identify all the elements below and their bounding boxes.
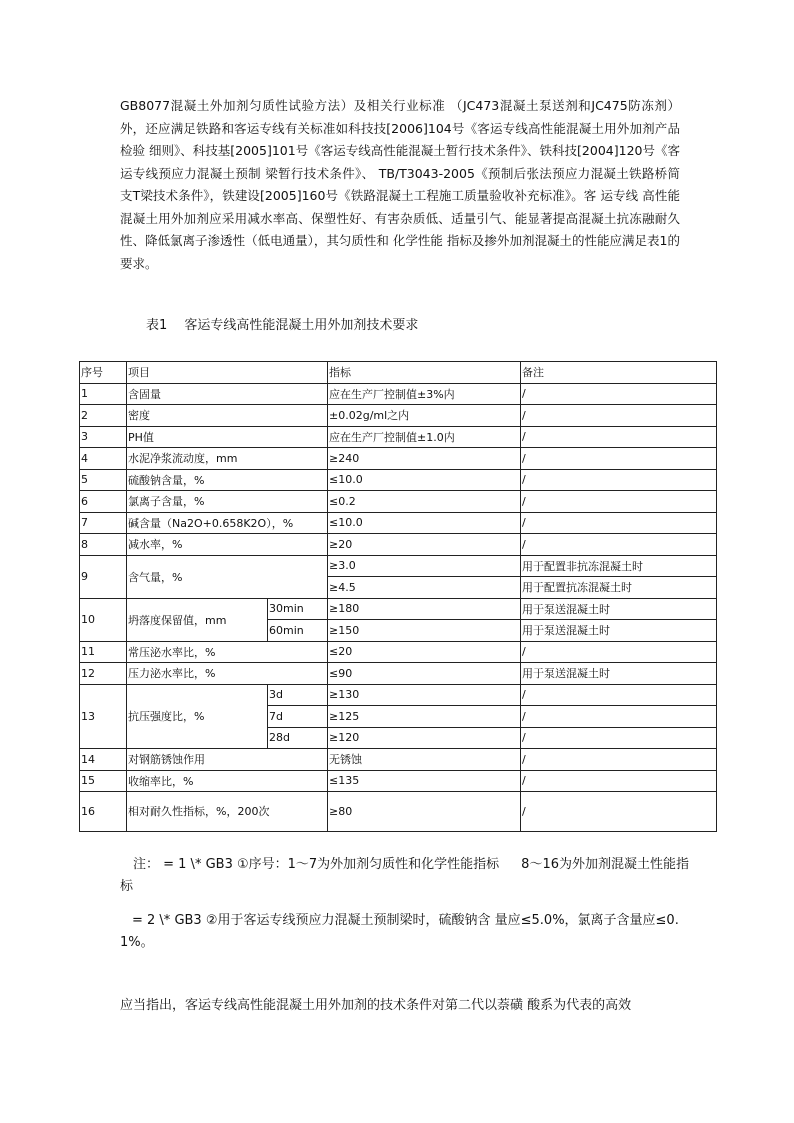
table-note-2: = 2 \* GB3 ②用于客运专线预应力混凝土预制梁时，硫酸钠含 量应≤5.0%，氯离子含量应≤0.1%。 (120, 913, 679, 950)
row-spec: ≤20 (328, 641, 521, 663)
row-item: 硫酸钠含量，% (127, 469, 328, 491)
row-spec: ≤0.2 (328, 491, 521, 513)
row-no: 7 (80, 512, 127, 534)
table-row (80, 792, 717, 832)
table-row (80, 405, 717, 427)
row-item: 含固量 (127, 383, 328, 405)
table-row (80, 383, 717, 405)
row-item: 坍落度保留值，mm (127, 598, 268, 641)
row-no: 8 (80, 534, 127, 556)
header-spec: 指标 (328, 362, 521, 384)
table-row (80, 469, 717, 491)
row-no: 2 (80, 405, 127, 427)
row-item: 减水率，% (127, 534, 328, 556)
row-note: / (521, 534, 717, 556)
row-no: 3 (80, 426, 127, 448)
table-note-1-part-a: 注： = 1 \* GB3 ①序号：1～7为外加剂匀质性和化学性能指标 (133, 857, 500, 872)
row-no: 5 (80, 469, 127, 491)
row-item: 对钢筋锈蚀作用 (127, 749, 328, 771)
table-row (80, 749, 717, 771)
row-item: 含气量，% (127, 555, 328, 598)
table-row (80, 448, 717, 470)
row-item: 水泥净浆流动度，mm (127, 448, 328, 470)
row-item: 氯离子含量，% (127, 491, 328, 513)
row-note: / (521, 641, 717, 663)
row-note: / (521, 706, 717, 728)
row-note: / (521, 426, 717, 448)
row-sub: 7d (268, 706, 328, 728)
row-note: / (521, 792, 717, 832)
table-header-row (80, 362, 717, 384)
row-note: 用于泵送混凝土时 (521, 598, 717, 620)
row-spec: ≥150 (328, 620, 521, 642)
row-spec: ≥80 (328, 792, 521, 832)
row-sub: 28d (268, 727, 328, 749)
table-row (80, 641, 717, 663)
row-note: / (521, 512, 717, 534)
header-note: 备注 (521, 362, 717, 384)
table-row (80, 534, 717, 556)
row-spec: ≤10.0 (328, 469, 521, 491)
row-spec: ≥20 (328, 534, 521, 556)
row-item: 抗压强度比，% (127, 684, 268, 749)
table-row (80, 598, 717, 620)
row-item: 碱含量（Na2O+0.658K2O），% (127, 512, 328, 534)
closing-paragraph: 应当指出，客运专线高性能混凝土用外加剂的技术条件对第二代以萘磺 酸系为代表的高效 (120, 998, 632, 1013)
row-spec: ±0.02g/ml之内 (328, 405, 521, 427)
row-no: 11 (80, 641, 127, 663)
table-title: 表1 客运专线高性能混凝土用外加剂技术要求 (146, 318, 419, 333)
row-item: 常压泌水率比，% (127, 641, 328, 663)
row-note: 用于配置抗冻混凝土时 (521, 577, 717, 599)
row-no: 16 (80, 792, 127, 832)
row-no: 15 (80, 770, 127, 792)
table-row (80, 684, 717, 706)
row-spec: ≤10.0 (328, 512, 521, 534)
row-no: 4 (80, 448, 127, 470)
row-spec: ≥3.0 (328, 555, 521, 577)
table-row (80, 663, 717, 685)
row-spec: ≤90 (328, 663, 521, 685)
row-sub: 3d (268, 684, 328, 706)
row-no: 6 (80, 491, 127, 513)
row-no: 13 (80, 684, 127, 749)
row-spec: 应在生产厂控制值±3%内 (328, 383, 521, 405)
spec-table (79, 361, 717, 832)
row-no: 12 (80, 663, 127, 685)
row-spec: ≥125 (328, 706, 521, 728)
row-item: 密度 (127, 405, 328, 427)
row-spec: ≥4.5 (328, 577, 521, 599)
row-note: / (521, 448, 717, 470)
table-row (80, 512, 717, 534)
row-spec: 无锈蚀 (328, 749, 521, 771)
table-note-1 (120, 854, 700, 898)
row-spec: 应在生产厂控制值±1.0内 (328, 426, 521, 448)
row-no: 10 (80, 598, 127, 641)
row-no: 1 (80, 383, 127, 405)
intro-paragraph: GB8077混凝土外加剂匀质性试验方法）及相关行业标准 （JC473混凝土泵送剂和JC475防冻剂）外，还应满足铁路和客运专线有关标准如科技技[2006]104号《客运专线高性能混凝土用外加剂产品检验 细则》、科技基[2005]101号《客运专线高性能混凝土暂行技术条件》、铁科技[2004]120号《客运专线预应力混凝土预制 梁暂行技术条件》、 TB/T3043-2005《预制后张法预应力混凝土铁路桥简支T梁技术条件》，铁建设[2005]160号《铁路混凝土工程施工质量验收补充标准》。客 运专线 高性能混凝土用外加剂应采用减水率高、保塑性好、有害杂质低、适量引气、能显著提高混凝土抗冻融耐久性、降低氯离子渗透性（低电通量），其匀质性和 化学性能 指标及掺外加剂混凝土的性能应满足表1的要求。 (120, 98, 680, 271)
table-note-1-part-b: 8～16为外加剂混凝土性能指标 (120, 857, 689, 894)
table-row (80, 555, 717, 577)
row-no: 9 (80, 555, 127, 598)
table-row (80, 426, 717, 448)
table-row (80, 491, 717, 513)
row-spec: ≥240 (328, 448, 521, 470)
row-spec: ≥130 (328, 684, 521, 706)
row-note: 用于泵送混凝土时 (521, 620, 717, 642)
row-item: 相对耐久性指标，%，200次 (127, 792, 328, 832)
row-note: 用于泵送混凝土时 (521, 663, 717, 685)
row-spec: ≤135 (328, 770, 521, 792)
row-item: 收缩率比，% (127, 770, 328, 792)
row-note: / (521, 383, 717, 405)
row-note: 用于配置非抗冻混凝土时 (521, 555, 717, 577)
header-item: 项目 (127, 362, 328, 384)
row-sub: 30min (268, 598, 328, 620)
row-note: / (521, 469, 717, 491)
row-no: 14 (80, 749, 127, 771)
row-spec: ≥120 (328, 727, 521, 749)
row-item: PH值 (127, 426, 328, 448)
header-no: 序号 (80, 362, 127, 384)
row-spec: ≥180 (328, 598, 521, 620)
row-note: / (521, 684, 717, 706)
row-note: / (521, 405, 717, 427)
row-note: / (521, 770, 717, 792)
row-note: / (521, 727, 717, 749)
row-item: 压力泌水率比，% (127, 663, 328, 685)
table-row (80, 770, 717, 792)
row-note: / (521, 491, 717, 513)
row-note: / (521, 749, 717, 771)
row-sub: 60min (268, 620, 328, 642)
